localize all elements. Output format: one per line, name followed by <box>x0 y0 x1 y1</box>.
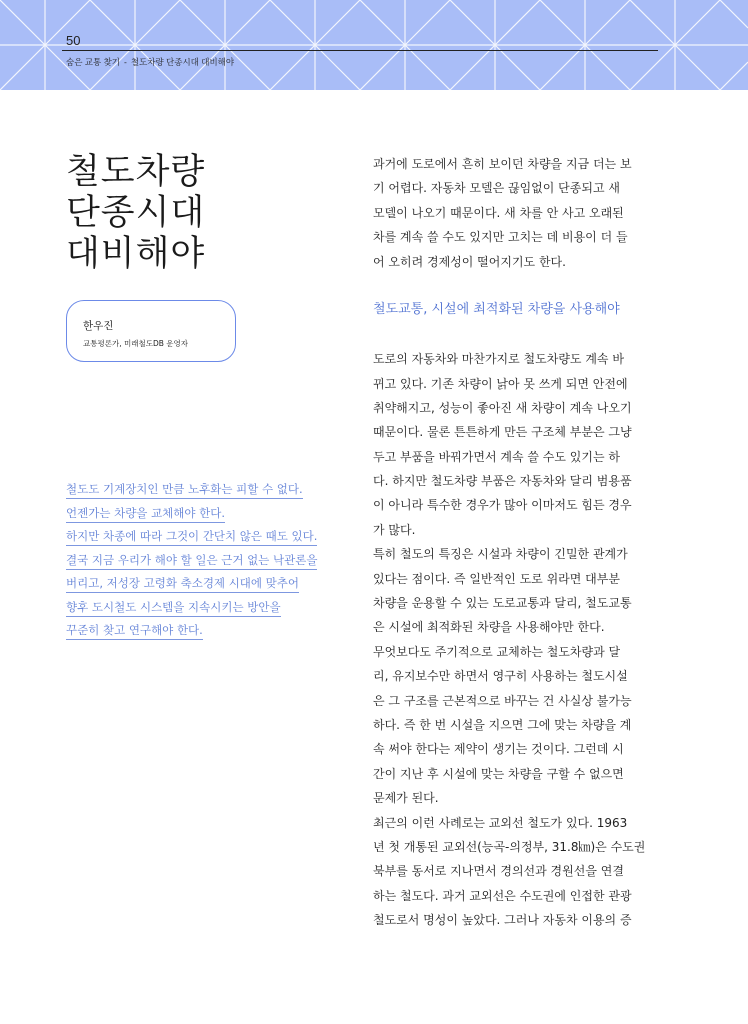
header-rule <box>62 50 658 51</box>
body-line: 속 써야 한다는 제약이 생기는 것이다. 그런데 시 <box>373 742 624 757</box>
breadcrumb-article: 철도차량 단종시대 대비해야 <box>130 57 235 67</box>
body-line: 간이 지난 후 시설에 맞는 차량을 구할 수 없으면 <box>373 766 624 781</box>
page-number: 50 <box>66 33 81 48</box>
breadcrumb <box>66 56 234 68</box>
body-line: 하다. 즉 한 번 시설을 지으면 그에 맞는 차량을 계 <box>373 717 632 732</box>
author-name: 한우진 <box>83 320 114 332</box>
body-line: 은 그 구조를 근본적으로 바꾸는 건 사실상 불가능 <box>373 693 632 708</box>
title-line-3: 대비해야 <box>66 234 206 274</box>
paragraph-gap <box>373 323 659 347</box>
article-title <box>66 152 205 275</box>
body-line: 취약해지고, 성능이 좋아진 새 차량이 계속 나오기 <box>373 400 632 415</box>
body-line: 차를 계속 쓸 수도 있지만 고치는 데 비용이 더 들 <box>373 230 628 245</box>
pull-quote-line: 철도도 기계장치인 만큼 노후화는 피할 수 없다. <box>66 478 346 502</box>
pull-quote <box>66 478 346 643</box>
paragraph-gap <box>373 274 659 298</box>
body-line: 어 오히려 경제성이 떨어지기도 한다. <box>373 254 566 269</box>
body-line: 도로의 자동차와 마찬가지로 철도차량도 계속 바 <box>373 352 624 367</box>
body-line: 있다는 점이다. 즉 일반적인 도로 위라면 대부분 <box>373 571 620 586</box>
body-line: 철도로서 명성이 높았다. 그러나 자동차 이용의 증 <box>373 913 632 928</box>
body-line: 최근의 이런 사례로는 교외선 철도가 있다. 1963 <box>373 815 628 830</box>
breadcrumb-section: 숨은 교통 찾기 <box>66 57 120 67</box>
banner-pattern <box>0 0 748 90</box>
body-line: 기 어렵다. 자동차 모델은 끊임없이 단종되고 새 <box>373 181 620 196</box>
pull-quote-line: 꾸준히 찾고 연구해야 한다. <box>66 619 346 643</box>
pull-quote-line: 버리고, 저성장 고령화 축소경제 시대에 맞추어 <box>66 572 346 596</box>
body-line: 하는 철도다. 과거 교외선은 수도권에 인접한 관광 <box>373 888 632 903</box>
body-line: 은 시설에 최적화된 차량을 사용해야만 한다. <box>373 620 605 635</box>
pull-quote-line: 언젠가는 차량을 교체해야 한다. <box>66 502 346 526</box>
title-line-1: 철도차량 <box>66 152 206 192</box>
section-subheading: 철도교통, 시설에 최적화된 차량을 사용해야 <box>373 302 620 318</box>
author-box <box>66 300 236 362</box>
article-body <box>373 152 659 933</box>
body-line: 무엇보다도 주기적으로 교체하는 철도차량과 달 <box>373 644 621 659</box>
body-line: 리, 유지보수만 하면서 영구히 사용하는 철도시설 <box>373 669 628 684</box>
breadcrumb-separator: - <box>124 57 127 67</box>
body-line: 문제가 된다. <box>373 791 439 806</box>
body-line: 때문이다. 물론 튼튼하게 만든 구조체 부분은 그냥 <box>373 425 632 440</box>
pull-quote-line: 향후 도시철도 시스템을 지속시키는 방안을 <box>66 596 346 620</box>
pull-quote-line: 하지만 차종에 따라 그것이 간단치 않은 때도 있다. <box>66 525 346 549</box>
pull-quote-line: 결국 지금 우리가 해야 할 일은 근거 없는 낙관론을 <box>66 549 346 573</box>
body-line: 특히 철도의 특징은 시설과 차량이 긴밀한 관계가 <box>373 547 628 562</box>
header-banner <box>0 0 748 90</box>
body-line: 북부를 동서로 지나면서 경의선과 경원선을 연결 <box>373 864 624 879</box>
author-role: 교통평론가, 미래철도DB 운영자 <box>83 339 189 348</box>
body-line: 가 많다. <box>373 522 416 537</box>
body-line: 차량을 운용할 수 있는 도로교통과 달리, 철도교통 <box>373 596 632 611</box>
body-line: 년 첫 개통된 교외선(능곡-의정부, 31.8㎞)은 수도권 <box>373 839 646 854</box>
body-line: 이 아니라 특수한 경우가 많아 이마저도 힘든 경우 <box>373 498 632 513</box>
body-line: 두고 부품을 바꿔가면서 계속 쓸 수도 있기는 하 <box>373 449 620 464</box>
body-line: 다. 하지만 철도차량 부품은 자동차와 달리 범용품 <box>373 474 632 489</box>
body-line: 과거에 도로에서 흔히 보이던 차량을 지금 더는 보 <box>373 157 632 171</box>
body-line: 모델이 나오기 때문이다. 새 차를 안 사고 오래된 <box>373 205 624 220</box>
title-line-2: 단종시대 <box>66 193 206 233</box>
body-line: 뀌고 있다. 기존 차량이 낡아 못 쓰게 되면 안전에 <box>373 376 628 391</box>
